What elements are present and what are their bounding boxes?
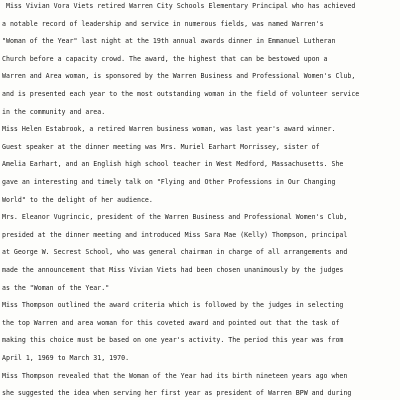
text-line: Miss Thompson outlined the award criteria which is followed by the judges in selecting [2, 301, 344, 309]
text-line: at George W. Secrest School, who was general chairman in charge of all arrangements and [2, 248, 348, 256]
text-line: Miss Vivian Vora Viets retired Warren City Schools Elementary Principal who has achieved [6, 2, 356, 10]
text-line: the top Warren and area woman for this coveted award and pointed out that the task of [2, 319, 340, 327]
text-line: World" to the delight of her audience. [2, 196, 153, 204]
text-line: presided at the dinner meeting and introduced Miss Sara Mae (Kelly) Thompson, principal [2, 231, 348, 239]
text-line: Guest speaker at the dinner meeting was Mrs. Muriel Earhart Morrissey, sister of [2, 143, 320, 151]
text-line: and is presented each year to the most outstanding woman in the field of volunteer service [2, 90, 360, 98]
text-line: she suggested the idea when serving her first year as president of Warren BPW and during [2, 389, 352, 397]
text-line: Miss Thompson revealed that the Woman of the Year had its birth nineteen years ago when [2, 372, 348, 380]
text-line: making this choice must be based on one year's activity. The period this year was from [2, 336, 344, 344]
text-line: Amelia Earhart, and an English high school teacher in West Medford, Massachusetts. She [2, 160, 344, 168]
text-line: made the announcement that Miss Vivian Viets had been chosen unanimously by the judges [2, 266, 344, 274]
text-line: Mrs. Eleanor Vugrincic, president of the Warren Business and Professional Women's Club, [2, 213, 348, 221]
text-line: "Woman of the Year" last night at the 19th annual awards dinner in Emmanuel Lutheran [2, 37, 336, 45]
text-line: in the community and area. [2, 108, 106, 116]
text-line: Warren and Area woman, is sponsored by the Warren Business and Professional Women's Club, [2, 72, 356, 80]
text-line: as the "Woman of the Year." [2, 284, 110, 292]
text-line: April 1, 1969 to March 31, 1970. [2, 354, 130, 362]
text-line: Miss Helen Estabrook, a retired Warren business woman, was last year's award winner. [2, 125, 336, 133]
text-line: gave an interesting and timely talk on "Flying and Other Professions in Our Changing [2, 178, 336, 186]
text-line: Church before a capacity crowd. The award, the highest that can be bestowed upon a [2, 55, 328, 63]
text-line: a notable record of leadership and service in numerous fields, was named Warren's [2, 20, 324, 28]
